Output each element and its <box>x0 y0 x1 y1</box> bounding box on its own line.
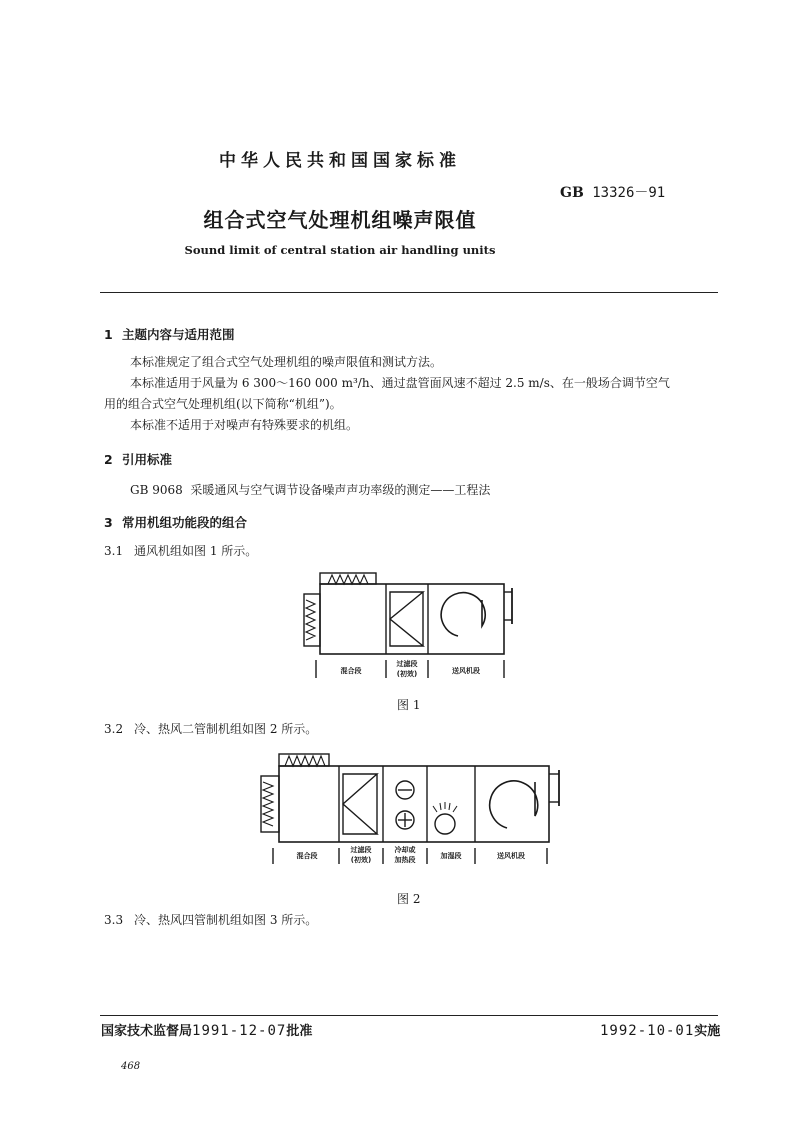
clause-3-2 <box>104 719 317 739</box>
figure-2-diagram <box>255 750 565 878</box>
national-standard-heading: 中华人民共和国国家标准 <box>219 151 461 171</box>
page-number: 468 <box>121 1061 141 1072</box>
section-1-paragraph-2b: 用的组合式空气处理机组(以下简称“机组”)。 <box>104 397 342 411</box>
figure-2-caption: 图 2 <box>397 892 421 906</box>
fig1-label-filter-2: (初效) <box>396 670 418 678</box>
clause-3-2-text: 冷、热风二管制机组如图 2 所示。 <box>134 722 318 736</box>
header-divider <box>100 292 718 293</box>
clause-3-1-number: 3.1 <box>104 544 124 558</box>
standard-code: 13326－91 <box>592 185 666 201</box>
approval-word: 批准 <box>286 1024 313 1039</box>
reference-title: 采暖通风与空气调节设备噪声声功率级的测定——工程法 <box>190 483 491 497</box>
section-2-title: 引用标准 <box>122 452 173 467</box>
fig1-label-mixing: 混合段 <box>340 667 362 675</box>
section-3-heading <box>104 513 247 531</box>
section-1-number: 1 <box>104 327 113 342</box>
clause-3-3-text: 冷、热风四管制机组如图 3 所示。 <box>134 913 318 927</box>
section-2-heading <box>104 450 172 468</box>
figure-1-diagram <box>290 570 530 682</box>
section-3-title: 常用机组功能段的组合 <box>122 515 248 530</box>
reference-standard <box>130 480 490 500</box>
fig2-filter-v <box>343 774 377 834</box>
fig2-label-fan: 送风机段 <box>497 852 525 860</box>
effective-word: 实施 <box>694 1024 721 1039</box>
approval-date: 1991-12-07 <box>192 1023 287 1039</box>
section-1-paragraph-3: 本标准不适用于对噪声有特殊要求的机组。 <box>130 418 359 432</box>
footer-divider <box>100 1015 718 1016</box>
fig2-label-coil-1: 冷却或 <box>394 846 416 854</box>
document-title-cn: 组合式空气处理机组噪声限值 <box>203 208 477 232</box>
fig1-filter-v <box>390 592 423 646</box>
clause-3-1 <box>104 541 257 561</box>
effective-date: 1992-10-01 <box>600 1023 695 1039</box>
fig2-unit-casing <box>279 766 549 842</box>
fig2-label-humidify: 加湿段 <box>440 852 462 860</box>
figure-1-caption: 图 1 <box>397 698 421 712</box>
reference-code: GB 9068 <box>130 483 183 497</box>
fig2-label-filter-1: 过滤段 <box>350 846 372 854</box>
fig1-label-fan: 送风机段 <box>452 667 480 675</box>
clause-3-1-text: 通风机组如图 1 所示。 <box>134 544 258 558</box>
fig1-fan-scroll <box>441 593 485 636</box>
section-1-paragraph-2a: 本标准适用于风量为 6 300～160 000 m³/h、通过盘管面风速不超过 2.5 m/s、在一般场合调节空气 <box>130 376 670 390</box>
section-1-title: 主题内容与适用范围 <box>122 327 235 342</box>
fig2-humidifier-nozzle <box>435 814 455 834</box>
section-3-number: 3 <box>104 515 113 530</box>
standard-prefix: GB <box>560 185 584 201</box>
standard-number <box>560 182 665 202</box>
clause-3-3 <box>104 910 317 930</box>
fig2-label-filter-2: (初效) <box>350 856 372 864</box>
fig2-label-coil-2: 加热段 <box>394 856 416 864</box>
fig2-label-mixing: 混合段 <box>296 852 318 860</box>
fig1-side-damper <box>304 594 320 646</box>
section-2-number: 2 <box>104 452 113 467</box>
section-1-paragraph-1: 本标准规定了组合式空气处理机组的噪声限值和测试方法。 <box>130 355 443 369</box>
fig2-fan-scroll <box>490 781 538 828</box>
fig1-label-filter-1: 过滤段 <box>396 660 418 668</box>
approval-line <box>101 1020 312 1039</box>
effective-line <box>600 1020 720 1039</box>
clause-3-3-number: 3.3 <box>104 913 124 927</box>
document-title-en: Sound limit of central station air handling units <box>184 243 496 257</box>
fig1-unit-casing <box>320 584 504 654</box>
section-1-heading <box>104 325 235 343</box>
approver: 国家技术监督局 <box>101 1024 193 1039</box>
clause-3-2-number: 3.2 <box>104 722 124 736</box>
